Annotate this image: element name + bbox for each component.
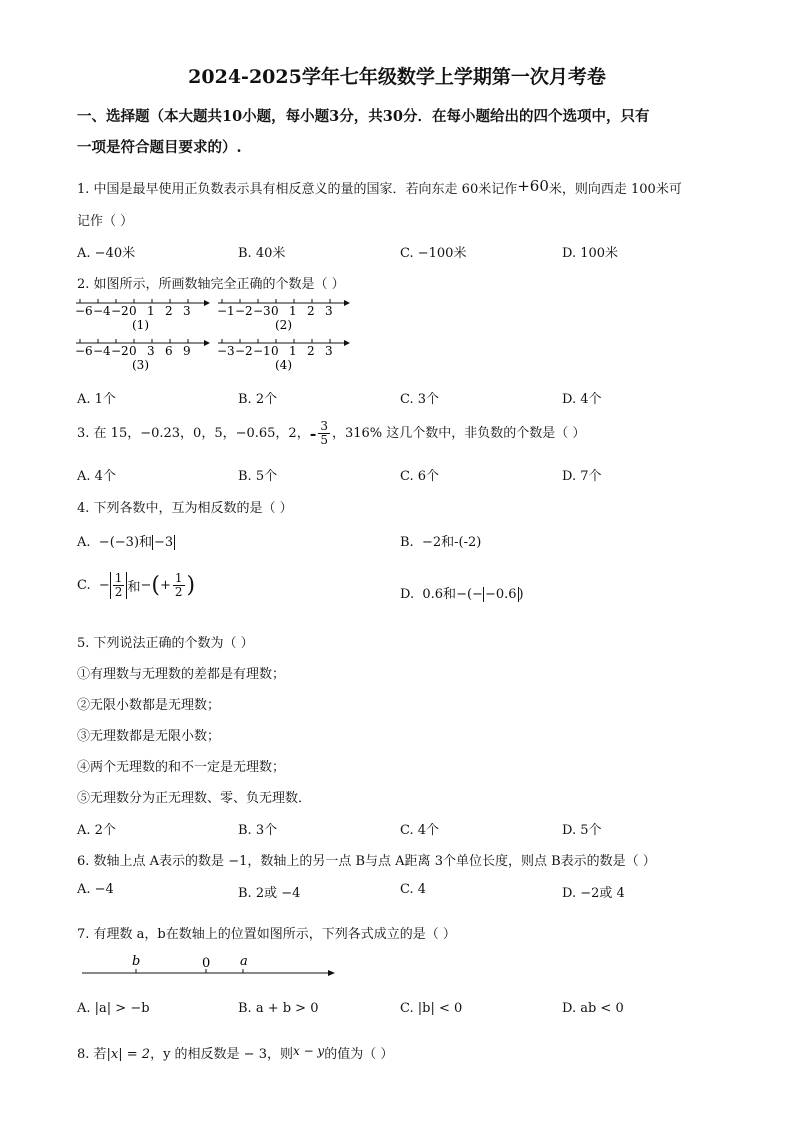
number-line-1-tick-label: 2 bbox=[165, 304, 173, 318]
number-line-3-tick-label: −2 bbox=[111, 344, 129, 358]
q3-option-c[interactable]: C. 6个 bbox=[400, 469, 440, 484]
number-line-1-tick-label: −6 bbox=[75, 304, 93, 318]
q7-option-b[interactable]: B. a + b > 0 bbox=[238, 1001, 319, 1016]
q7-option-c[interactable]: C. |b| < 0 bbox=[400, 1001, 463, 1016]
number-line-3-tick-label: 0 bbox=[129, 344, 137, 358]
q6-option-d[interactable]: D. −2或 4 bbox=[562, 886, 625, 901]
q4-option-a[interactable]: A. −(−3)和 −3 bbox=[77, 535, 174, 550]
number-line-2-tick-label: 1 bbox=[289, 304, 297, 318]
question-1-text bbox=[77, 177, 682, 197]
number-line-3-tick-label: −6 bbox=[75, 344, 93, 358]
question-1-line2: 记作（ ） bbox=[77, 214, 134, 229]
number-line-2-tick-label: 3 bbox=[325, 304, 333, 318]
number-line-1-tick-label: 1 bbox=[147, 304, 155, 318]
q1-option-a[interactable]: A. −40米 bbox=[77, 246, 136, 261]
q3-fraction: $\frac{3}{5}$ bbox=[320, 419, 328, 447]
q3-option-a[interactable]: A. 4个 bbox=[77, 469, 116, 484]
q5-statement-3: ③无理数都是无限小数； bbox=[77, 729, 221, 744]
exam-title: 2024-2025学年七年级数学上学期第一次月考卷 bbox=[188, 66, 606, 88]
q3-option-d[interactable]: D. 7个 bbox=[562, 469, 602, 484]
q2-option-c[interactable]: C. 3个 bbox=[400, 392, 440, 407]
number-line-4-tick-label: −3 bbox=[217, 344, 235, 358]
number-line-3-tick-label: 6 bbox=[165, 344, 173, 358]
q7-label-a: a bbox=[240, 954, 248, 969]
question-2-text: 2. 如图所示，所画数轴完全正确的个数是（ ） bbox=[77, 277, 345, 292]
question-6-text: 6. 数轴上点 A表示的数是 −1，数轴上的另一点 B与点 A距离 3个单位长度，则点 B表示的数是（ ） bbox=[77, 854, 656, 869]
number-line-4-tick-label: −1 bbox=[253, 344, 271, 358]
q8-abs-expression: |x| = 2 bbox=[106, 1047, 151, 1062]
q5-option-b[interactable]: B. 3个 bbox=[238, 823, 278, 838]
number-line-1-tick-label: 0 bbox=[129, 304, 137, 318]
q4-option-b[interactable]: B. −2和-(-2) bbox=[400, 535, 482, 550]
q4-option-c[interactable]: C. − $\frac{1}{2}$ 和−(+ $\frac{1}{2}$ ) bbox=[77, 571, 196, 599]
number-line-4-tick-label: 1 bbox=[289, 344, 297, 358]
q7-label-zero: 0 bbox=[202, 956, 211, 971]
q3-text-a: 3. 在 15，−0.23，0，5，−0.65，2， bbox=[77, 426, 310, 441]
q2-option-b[interactable]: B. 2个 bbox=[238, 392, 278, 407]
q5-statement-2: ②无限小数都是无理数； bbox=[77, 698, 221, 713]
question-3-text bbox=[77, 420, 585, 447]
number-line-2-label: (2) bbox=[275, 318, 292, 332]
q3-text-b: ，316% 这几个数中，非负数的个数是（ ） bbox=[331, 426, 586, 441]
q1-text-a: 1. 中国是最早使用正负数表示具有相反意义的量的国家．若向东走 60米记作 bbox=[77, 182, 518, 197]
q6-option-b[interactable]: B. 2或 −4 bbox=[238, 886, 301, 901]
section-header-line2: 一项是符合题目要求的）. bbox=[77, 139, 242, 156]
q2-option-d[interactable]: D. 4个 bbox=[562, 392, 602, 407]
number-line-1-label: (1) bbox=[132, 318, 149, 332]
number-line-4-tick-label: −2 bbox=[235, 344, 253, 358]
q7-number-line bbox=[78, 952, 340, 980]
number-line-3-label: (3) bbox=[132, 358, 149, 372]
q5-option-c[interactable]: C. 4个 bbox=[400, 823, 440, 838]
question-4-text: 4. 下列各数中，互为相反数的是（ ） bbox=[77, 501, 293, 516]
number-line-2-tick-label: −3 bbox=[253, 304, 271, 318]
number-line-2-tick-label: 0 bbox=[271, 304, 279, 318]
q5-statement-5: ⑤无理数分为正无理数、零、负无理数． bbox=[77, 791, 312, 806]
q1-value: +60 bbox=[517, 177, 549, 195]
q5-option-a[interactable]: A. 2个 bbox=[77, 823, 116, 838]
q1-option-d[interactable]: D. 100米 bbox=[562, 246, 619, 261]
q1-text-b: 米，则向西走 100米可 bbox=[548, 182, 682, 197]
number-line-1-tick-label: 3 bbox=[183, 304, 191, 318]
number-line-2-tick-label: −2 bbox=[235, 304, 253, 318]
q6-option-a[interactable]: A. −4 bbox=[77, 882, 114, 897]
q5-statement-4: ④两个无理数的和不一定是无理数； bbox=[77, 760, 286, 775]
q3-neg-sign: - bbox=[309, 424, 317, 443]
number-line-1-tick-label: −2 bbox=[111, 304, 129, 318]
question-5-text: 5. 下列说法正确的个数为（ ） bbox=[77, 636, 254, 651]
number-line-1-tick-label: −4 bbox=[93, 304, 111, 318]
q2-option-a[interactable]: A. 1个 bbox=[77, 392, 116, 407]
number-line-4-tick-label: 3 bbox=[325, 344, 333, 358]
number-line-3-tick-label: −4 bbox=[93, 344, 111, 358]
q6-option-c[interactable]: C. 4 bbox=[400, 882, 427, 897]
number-line-4-label: (4) bbox=[275, 358, 292, 372]
question-8-text: 8. 若|x| = 2，y 的相反数是 − 3，则x − y的值为（ ） bbox=[77, 1044, 394, 1062]
number-line-figures bbox=[72, 293, 362, 375]
q7-option-d[interactable]: D. ab < 0 bbox=[562, 1001, 624, 1016]
q7-option-a[interactable]: A. |a| > −b bbox=[77, 1001, 150, 1016]
q4-option-d[interactable]: D. 0.6和−(− −0.6 ) bbox=[400, 587, 524, 602]
q5-statement-1: ①有理数与无理数的差都是有理数； bbox=[77, 667, 286, 682]
q1-option-b[interactable]: B. 40米 bbox=[238, 246, 286, 261]
q1-option-c[interactable]: C. −100米 bbox=[400, 246, 467, 261]
q7-label-b: b bbox=[132, 954, 141, 969]
question-7-text: 7. 有理数 a，b在数轴上的位置如图所示，下列各式成立的是（ ） bbox=[77, 927, 456, 942]
number-line-2-tick-label: −1 bbox=[217, 304, 235, 318]
number-line-3-tick-label: 9 bbox=[183, 344, 191, 358]
number-line-3-tick-label: 3 bbox=[147, 344, 155, 358]
number-line-2-tick-label: 2 bbox=[307, 304, 315, 318]
number-line-4-tick-label: 2 bbox=[307, 344, 315, 358]
section-header-line1: 一、选择题（本大题共10小题，每小题3分，共30分．在每小题给出的四个选项中，只有 bbox=[77, 108, 650, 125]
number-line-4-tick-label: 0 bbox=[271, 344, 279, 358]
q8-expression: x − y bbox=[292, 1044, 325, 1058]
q5-option-d[interactable]: D. 5个 bbox=[562, 823, 602, 838]
q3-option-b[interactable]: B. 5个 bbox=[238, 469, 278, 484]
